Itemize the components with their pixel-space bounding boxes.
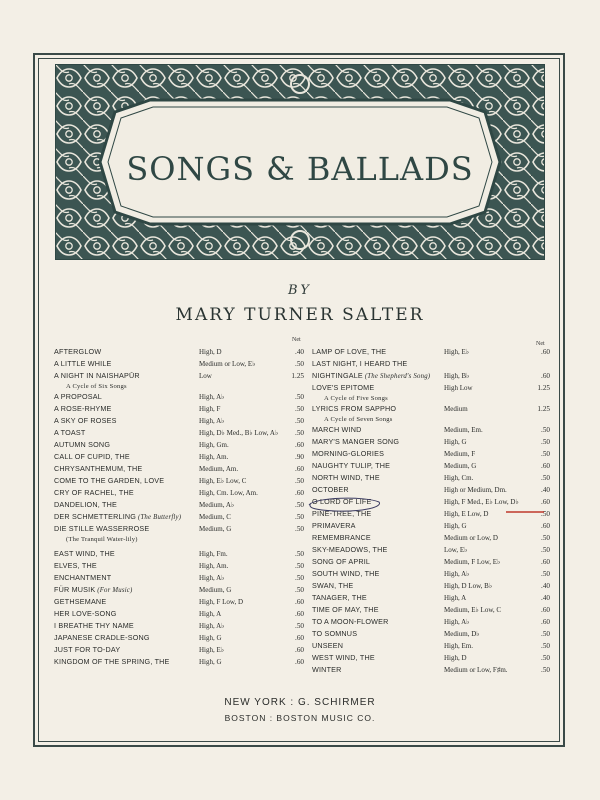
song-price: .60 bbox=[541, 618, 550, 626]
song-entry bbox=[54, 463, 304, 475]
song-price: .60 bbox=[295, 489, 304, 497]
song-entry bbox=[54, 382, 304, 391]
song-entry bbox=[54, 358, 304, 370]
song-title: HER LOVE-SONG bbox=[54, 609, 117, 618]
song-voice-key: High, D bbox=[199, 348, 222, 356]
song-entry bbox=[54, 391, 304, 403]
song-title: DIE STILLE WASSERROSE bbox=[54, 524, 150, 533]
song-price: .50 bbox=[541, 534, 550, 542]
song-entry bbox=[54, 475, 304, 487]
song-title: OCTOBER bbox=[312, 485, 349, 494]
song-price: .50 bbox=[295, 393, 304, 401]
song-title: MARY'S MANGER SONG bbox=[312, 437, 400, 446]
song-voice-key: Medium, A♭ bbox=[199, 501, 235, 509]
song-voice-key: High, Gm. bbox=[199, 441, 229, 449]
song-title: A NIGHT IN NAISHAPŪR bbox=[54, 371, 140, 380]
song-entry bbox=[54, 346, 304, 358]
song-title: WEST WIND, THE bbox=[312, 653, 375, 662]
song-price: .40 bbox=[295, 348, 304, 356]
song-price: .60 bbox=[295, 598, 304, 606]
song-entry bbox=[312, 580, 552, 592]
song-title: NORTH WIND, THE bbox=[312, 473, 380, 482]
by-line: BY bbox=[288, 283, 312, 298]
song-voice-key: High, G bbox=[444, 522, 467, 530]
song-price: .50 bbox=[541, 630, 550, 638]
song-voice-key: High, Am. bbox=[199, 562, 229, 570]
song-voice-key: High, A bbox=[199, 610, 222, 618]
song-voice-key: Medium bbox=[444, 405, 468, 413]
song-title: SOUTH WIND, THE bbox=[312, 569, 380, 578]
song-voice-key: High, A♭ bbox=[444, 618, 470, 626]
song-price: .50 bbox=[541, 474, 550, 482]
song-price: .60 bbox=[295, 610, 304, 618]
song-title: SKY-MEADOWS, THE bbox=[312, 545, 388, 554]
song-entry bbox=[312, 628, 552, 640]
song-entry bbox=[312, 532, 552, 544]
song-price: .60 bbox=[295, 634, 304, 642]
song-entry bbox=[312, 415, 552, 424]
song-title: LAST NIGHT, I HEARD THE bbox=[312, 359, 408, 368]
song-price: .60 bbox=[541, 522, 550, 530]
song-title: GETHSEMANE bbox=[54, 597, 107, 606]
song-title: TIME OF MAY, THE bbox=[312, 605, 379, 614]
song-price: .60 bbox=[295, 658, 304, 666]
song-title: TO A MOON-FLOWER bbox=[312, 617, 389, 626]
song-voice-key: High, E♭ Low, C bbox=[199, 477, 247, 485]
song-title: ELVES, THE bbox=[54, 561, 97, 570]
song-title: O LORD OF LIFE bbox=[312, 497, 372, 506]
song-entry bbox=[312, 544, 552, 556]
song-title: MARCH WIND bbox=[312, 425, 362, 434]
song-entry bbox=[54, 511, 304, 523]
song-voice-key: High, F bbox=[199, 405, 221, 413]
song-title: REMEMBRANCE bbox=[312, 533, 371, 542]
song-title: CHRYSANTHEMUM, THE bbox=[54, 464, 143, 473]
song-entry bbox=[54, 523, 304, 535]
song-voice-key: Medium or Low, E♭ bbox=[199, 360, 256, 368]
song-entry bbox=[54, 632, 304, 644]
song-title: A PROPOSAL bbox=[54, 392, 102, 401]
song-voice-key: High, Cm. Low, Am. bbox=[199, 489, 258, 497]
song-price: .50 bbox=[541, 510, 550, 518]
song-title: I BREATHE THY NAME bbox=[54, 621, 134, 630]
song-voice-key: High, A♭ bbox=[444, 570, 470, 578]
song-entry bbox=[312, 448, 552, 460]
song-voice-key: Medium, F Low, E♭ bbox=[444, 558, 501, 566]
publisher-line-1: NEW YORK : G. SCHIRMER bbox=[224, 697, 376, 708]
song-voice-key: High, F Low, D bbox=[199, 598, 244, 606]
song-title: AFTERGLOW bbox=[54, 347, 102, 356]
song-title: TO SOMNUS bbox=[312, 629, 358, 638]
song-price: .50 bbox=[295, 586, 304, 594]
red-underline-mark bbox=[505, 510, 545, 514]
song-entry bbox=[54, 584, 304, 596]
song-title: A LITTLE WHILE bbox=[54, 359, 112, 368]
song-voice-key: High, G bbox=[444, 438, 467, 446]
song-entry bbox=[312, 568, 552, 580]
song-voice-key: High, F Med., E♭ Low, D♭ bbox=[444, 498, 519, 506]
song-voice-key: Medium, Em. bbox=[444, 426, 483, 434]
song-title: (The Tranquil Water-lily) bbox=[66, 536, 138, 543]
song-price: .50 bbox=[295, 562, 304, 570]
song-title: SONG OF APRIL bbox=[312, 557, 371, 566]
song-voice-key: High, Cm. bbox=[444, 474, 474, 482]
song-title: ENCHANTMENT bbox=[54, 573, 112, 582]
song-voice-key: Medium, C bbox=[199, 513, 231, 521]
song-entry bbox=[312, 370, 552, 382]
song-voice-key: High, A♭ bbox=[199, 622, 225, 630]
song-entry bbox=[312, 556, 552, 568]
song-voice-key: Medium, E♭ Low, C bbox=[444, 606, 502, 614]
song-title: FÜR MUSIK (For Music) bbox=[54, 585, 133, 594]
song-voice-key: High, A♭ bbox=[199, 417, 225, 425]
song-title: A ROSE-RHYME bbox=[54, 404, 112, 413]
song-price: .50 bbox=[541, 438, 550, 446]
song-entry bbox=[54, 487, 304, 499]
song-voice-key: Low bbox=[199, 372, 212, 380]
song-price: .60 bbox=[541, 498, 550, 506]
song-voice-key: Medium or Low, F♯m. bbox=[444, 666, 508, 674]
song-title: DANDELION, THE bbox=[54, 500, 117, 509]
song-voice-key: High, D bbox=[444, 654, 467, 662]
song-entry bbox=[54, 415, 304, 427]
song-entry bbox=[312, 640, 552, 652]
song-entry bbox=[54, 608, 304, 620]
song-title: UNSEEN bbox=[312, 641, 344, 650]
composer-name: MARY TURNER SALTER bbox=[175, 305, 425, 325]
song-entry bbox=[312, 436, 552, 448]
song-price: .50 bbox=[295, 360, 304, 368]
song-title: COME TO THE GARDEN, LOVE bbox=[54, 476, 165, 485]
song-title: A Cycle of Seven Songs bbox=[324, 416, 393, 423]
song-title: DER SCHMETTERLING (The Butterfly) bbox=[54, 512, 182, 521]
song-price: .50 bbox=[541, 450, 550, 458]
song-entry bbox=[312, 592, 552, 604]
publisher-line-2: BOSTON : BOSTON MUSIC CO. bbox=[224, 713, 376, 723]
song-price: 1.25 bbox=[291, 372, 304, 380]
pencil-circle-mark bbox=[305, 495, 383, 513]
song-price: .40 bbox=[541, 486, 550, 494]
page-title: SONGS & BALLADS bbox=[126, 150, 474, 188]
song-entry bbox=[312, 424, 552, 436]
song-price: .90 bbox=[295, 453, 304, 461]
song-price: .50 bbox=[541, 654, 550, 662]
song-title: SWAN, THE bbox=[312, 581, 354, 590]
song-entry bbox=[312, 394, 552, 403]
song-title: NAUGHTY TULIP, THE bbox=[312, 461, 391, 470]
song-entry bbox=[312, 382, 552, 394]
song-title: AUTUMN SONG bbox=[54, 440, 111, 449]
song-voice-key: High, Em. bbox=[444, 642, 473, 650]
song-title: TANAGER, THE bbox=[312, 593, 367, 602]
song-entry bbox=[54, 596, 304, 608]
song-voice-key: High, D♭ Med., B♭ Low, A♭ bbox=[199, 429, 279, 437]
song-voice-key: High, B♭ bbox=[444, 372, 470, 380]
song-title: LOVE'S EPITOME bbox=[312, 383, 375, 392]
song-voice-key: Medium, Am. bbox=[199, 465, 239, 473]
song-entry bbox=[312, 403, 552, 415]
song-price: 1.25 bbox=[537, 405, 550, 413]
song-entry bbox=[312, 460, 552, 472]
song-entry bbox=[54, 427, 304, 439]
song-voice-key: Medium, G bbox=[199, 525, 232, 533]
song-voice-key: Medium, D♭ bbox=[444, 630, 480, 638]
song-entry bbox=[312, 346, 552, 358]
song-entry bbox=[54, 560, 304, 572]
song-entry bbox=[54, 370, 304, 382]
song-entry bbox=[54, 535, 304, 544]
song-title: MORNING-GLORIES bbox=[312, 449, 385, 458]
song-entry bbox=[54, 403, 304, 415]
song-entry bbox=[312, 664, 552, 676]
song-price: .60 bbox=[541, 372, 550, 380]
song-entry bbox=[54, 439, 304, 451]
song-price: .50 bbox=[541, 666, 550, 674]
song-list-left bbox=[54, 346, 304, 668]
song-price: .50 bbox=[295, 513, 304, 521]
song-price: .50 bbox=[541, 570, 550, 578]
song-entry bbox=[54, 548, 304, 560]
song-price: .60 bbox=[541, 348, 550, 356]
song-price: .50 bbox=[541, 426, 550, 434]
song-title: KINGDOM OF THE SPRING, THE bbox=[54, 657, 170, 666]
song-price: .60 bbox=[295, 465, 304, 473]
song-voice-key: High, G bbox=[199, 658, 222, 666]
song-voice-key: High Low bbox=[444, 384, 473, 392]
song-price: .50 bbox=[295, 525, 304, 533]
song-price: .50 bbox=[295, 622, 304, 630]
song-voice-key: Medium, G bbox=[199, 586, 232, 594]
song-entry bbox=[54, 499, 304, 511]
song-price: .50 bbox=[295, 405, 304, 413]
song-voice-key: High, E♭ bbox=[444, 348, 470, 356]
song-voice-key: Medium, G bbox=[444, 462, 477, 470]
song-title: A Cycle of Five Songs bbox=[324, 395, 388, 402]
song-title: JAPANESE CRADLE-SONG bbox=[54, 633, 150, 642]
song-voice-key: Medium, F bbox=[444, 450, 476, 458]
song-voice-key: High, D Low, B♭ bbox=[444, 582, 493, 590]
song-entry bbox=[54, 451, 304, 463]
song-entry bbox=[312, 520, 552, 532]
song-title: CALL OF CUPID, THE bbox=[54, 452, 130, 461]
song-price: .40 bbox=[541, 582, 550, 590]
song-title: JUST FOR TO-DAY bbox=[54, 645, 121, 654]
net-header-right: Net bbox=[536, 341, 545, 347]
song-price: .50 bbox=[541, 546, 550, 554]
song-voice-key: High, Fm. bbox=[199, 550, 228, 558]
song-price: .50 bbox=[295, 417, 304, 425]
song-price: .50 bbox=[295, 574, 304, 582]
song-subtitle: (For Music) bbox=[95, 587, 133, 594]
song-price: .60 bbox=[295, 646, 304, 654]
song-subtitle: (The Butterfly) bbox=[136, 514, 182, 521]
song-price: 1.25 bbox=[537, 384, 550, 392]
song-price: .60 bbox=[541, 606, 550, 614]
song-title: PRIMAVERA bbox=[312, 521, 356, 530]
song-voice-key: Medium or Low, D bbox=[444, 534, 498, 542]
song-voice-key: High, A♭ bbox=[199, 574, 225, 582]
song-voice-key: Low, E♭ bbox=[444, 546, 468, 554]
song-title: PINE-TREE, THE bbox=[312, 509, 372, 518]
song-title: WINTER bbox=[312, 665, 342, 674]
song-entry bbox=[312, 472, 552, 484]
song-voice-key: High or Medium, Dm. bbox=[444, 486, 507, 494]
net-header-left: Net bbox=[292, 337, 301, 343]
song-price: .50 bbox=[295, 550, 304, 558]
song-price: .60 bbox=[541, 462, 550, 470]
song-voice-key: High, Am. bbox=[199, 453, 229, 461]
song-title: A TOAST bbox=[54, 428, 86, 437]
song-price: .50 bbox=[295, 429, 304, 437]
song-voice-key: High, E♭ bbox=[199, 646, 225, 654]
song-price: .50 bbox=[295, 501, 304, 509]
song-entry bbox=[312, 616, 552, 628]
song-voice-key: High, A♭ bbox=[199, 393, 225, 401]
song-price: .50 bbox=[295, 477, 304, 485]
song-entry bbox=[312, 652, 552, 664]
song-title: LYRICS FROM SAPPHO bbox=[312, 404, 397, 413]
song-entry bbox=[54, 572, 304, 584]
song-voice-key: High, E Low, D bbox=[444, 510, 489, 518]
song-price: .60 bbox=[541, 558, 550, 566]
song-entry bbox=[312, 358, 552, 370]
song-subtitle: (The Shepherd's Song) bbox=[362, 373, 431, 380]
song-title: A Cycle of Six Songs bbox=[66, 383, 127, 390]
song-title: CRY OF RACHEL, THE bbox=[54, 488, 134, 497]
song-title: A SKY OF ROSES bbox=[54, 416, 117, 425]
song-title: EAST WIND, THE bbox=[54, 549, 115, 558]
song-entry bbox=[54, 644, 304, 656]
song-price: .40 bbox=[541, 594, 550, 602]
song-voice-key: High, A bbox=[444, 594, 467, 602]
song-title: NIGHTINGALE (The Shepherd's Song) bbox=[312, 371, 431, 380]
song-title: LAMP OF LOVE, THE bbox=[312, 347, 387, 356]
song-voice-key: High, G bbox=[199, 634, 222, 642]
song-price: .50 bbox=[541, 642, 550, 650]
song-entry bbox=[54, 620, 304, 632]
song-price: .60 bbox=[295, 441, 304, 449]
song-entry bbox=[54, 656, 304, 668]
song-entry bbox=[312, 604, 552, 616]
